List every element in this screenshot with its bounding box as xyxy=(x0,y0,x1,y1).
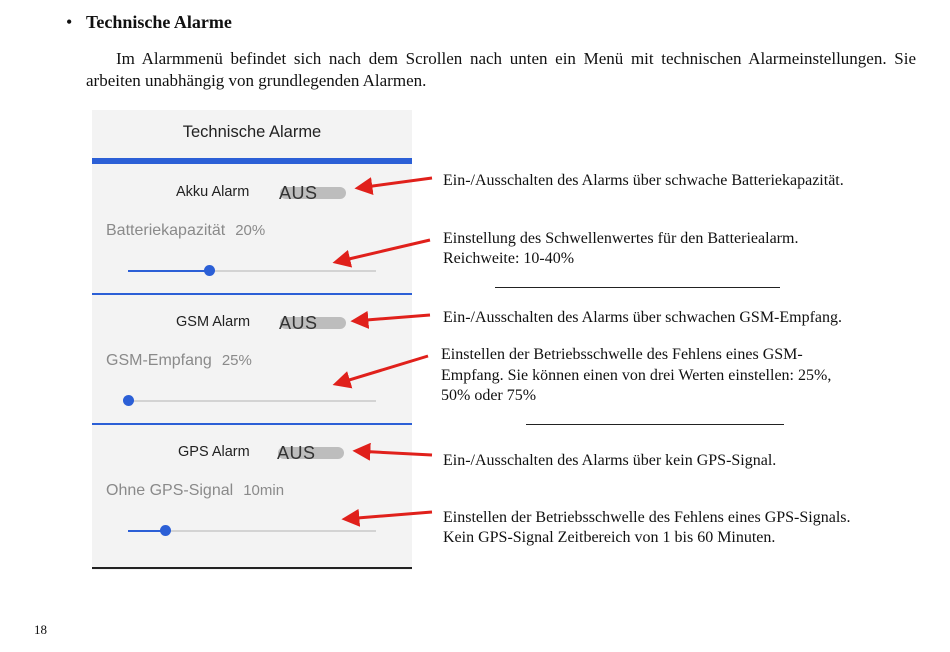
arrow-akku-toggle xyxy=(358,178,432,188)
arrow-gsm-toggle xyxy=(354,315,430,321)
gsm-alarm-state: AUS xyxy=(279,313,318,333)
note-gsm-threshold-line1: Einstellen der Betriebsschwelle des Fehlens eines GSM- xyxy=(441,346,803,363)
gsm-reception-label: GSM-Empfang xyxy=(106,352,212,369)
note-akku-threshold-line2: Reichweite: 10-40% xyxy=(443,250,575,267)
panel-title: Technische Alarme xyxy=(182,123,322,141)
battery-capacity-value: 20% xyxy=(235,222,266,239)
note-gsm-threshold-line3: 50% oder 75% xyxy=(441,387,537,404)
akku-alarm-state: AUS xyxy=(279,183,318,203)
note-gsm-toggle: Ein-/Ausschalten des Alarms über schwachen GSM-Empfang. xyxy=(443,309,843,326)
separator-line xyxy=(495,287,780,288)
note-akku-toggle: Ein-/Ausschalten des Alarms über schwache Batteriekapazität. xyxy=(443,172,844,189)
akku-alarm-label: Akku Alarm xyxy=(176,184,250,200)
separator-line xyxy=(526,424,784,425)
no-gps-signal-value: 10min xyxy=(243,482,285,499)
arrow-gps-toggle xyxy=(356,451,432,455)
battery-capacity-label: Batteriekapazität xyxy=(106,222,226,239)
note-gps-toggle: Ein-/Ausschalten des Alarms über kein GPS-Signal. xyxy=(443,452,777,469)
arrow-akku-slider xyxy=(336,240,430,262)
intro-paragraph: Im Alarmmenü befindet sich nach dem Scrollen nach unten ein Menü mit technischen Alarmeinstellungen. Sie arbeiten unabhängig von grundlegenden Alarmen. xyxy=(86,49,916,90)
note-gps-threshold-line1: Einstellen der Betriebsschwelle des Fehlens eines GPS-Signals. xyxy=(443,509,851,526)
gsm-reception-value: 25% xyxy=(221,352,252,369)
note-gps-threshold-line2: Kein GPS-Signal Zeitbereich von 1 bis 60 Minuten. xyxy=(443,529,776,546)
note-gsm-threshold-line2: Empfang. Sie können einen von drei Werten einstellen: 25%, xyxy=(441,367,832,384)
page-number: 18 xyxy=(34,622,47,637)
gps-alarm-state: AUS xyxy=(277,443,316,463)
no-gps-signal-label: Ohne GPS-Signal xyxy=(106,482,234,499)
gps-alarm-label: GPS Alarm xyxy=(178,444,250,460)
arrow-gsm-slider xyxy=(336,356,428,384)
gsm-alarm-label: GSM Alarm xyxy=(176,314,251,330)
note-akku-threshold-line1: Einstellung des Schwellenwertes für den Batteriealarm. xyxy=(443,230,799,247)
section-title: Technische Alarme xyxy=(86,12,232,32)
bullet: • xyxy=(66,12,73,32)
arrow-gps-slider xyxy=(345,512,432,519)
